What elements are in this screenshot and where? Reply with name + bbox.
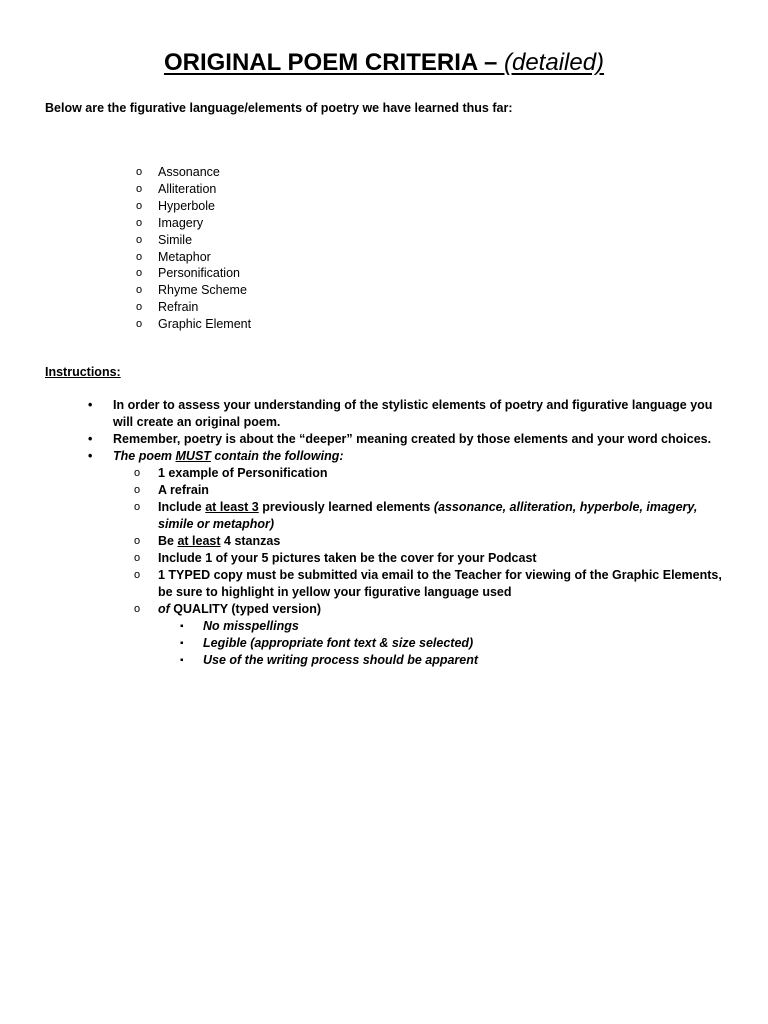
quality-text: No misspellings	[203, 619, 299, 633]
circle-bullet-icon: o	[136, 284, 143, 297]
instruction-text: Remember, poetry is about the “deeper” meaning created by those elements and your word choices.	[113, 432, 712, 446]
circle-bullet-icon: o	[136, 166, 143, 178]
req-post: 4 stanzas	[220, 534, 281, 548]
circle-bullet-icon: o	[136, 216, 143, 229]
circle-bullet-icon: o	[136, 318, 143, 331]
req-emphasis: at least	[177, 534, 221, 548]
list-item	[136, 164, 251, 181]
requirement-item	[88, 465, 728, 482]
requirement-text: A refrain	[158, 483, 209, 497]
list-item	[136, 232, 251, 249]
square-bullet-icon: ▪	[180, 638, 184, 649]
requirement-item	[88, 567, 728, 601]
circle-bullet-icon: o	[134, 603, 141, 615]
list-item-label: Personification	[158, 266, 240, 281]
list-item	[136, 249, 251, 266]
instruction-item	[88, 448, 728, 465]
requirement-text: 1 example of Personification	[158, 466, 328, 480]
circle-bullet-icon: o	[136, 199, 143, 212]
requirement-text: Include 1 of your 5 pictures taken be the cover for your Podcast	[158, 551, 537, 565]
must-post: contain the following:	[210, 449, 344, 463]
elements-list	[136, 164, 251, 333]
circle-bullet-icon: o	[136, 250, 143, 263]
list-item	[136, 181, 251, 198]
instruction-item	[88, 431, 728, 448]
list-item-label: Metaphor	[158, 249, 211, 264]
requirement-item	[88, 550, 728, 567]
bullet-icon: •	[88, 432, 93, 446]
requirement-item	[88, 601, 728, 618]
req-paren: (assonance, alliteration, hyperbole, imagery, simile or metaphor)	[158, 500, 698, 531]
requirement-text	[158, 534, 280, 548]
requirement-text	[158, 602, 321, 616]
title-main: ORIGINAL POEM CRITERIA –	[163, 49, 504, 76]
quality-item	[88, 635, 728, 652]
circle-bullet-icon: o	[136, 233, 143, 246]
list-item-label: Hyperbole	[158, 198, 215, 213]
list-item-label: Assonance	[158, 165, 220, 179]
list-item	[136, 265, 251, 282]
list-item-label: Imagery	[158, 215, 204, 230]
bullet-icon: •	[88, 398, 93, 412]
instructions-list	[88, 397, 728, 669]
instruction-text	[113, 449, 344, 463]
req-pre: Be	[158, 534, 178, 548]
title-detail: (detailed)	[503, 49, 605, 76]
requirement-item	[88, 533, 728, 550]
circle-bullet-icon: o	[134, 501, 141, 513]
list-item-label: Rhyme Scheme	[158, 283, 247, 298]
square-bullet-icon: ▪	[180, 655, 184, 666]
quality-text: Legible (appropriate font text & size selected)	[203, 636, 474, 650]
intro-text: Below are the figurative language/elements of poetry we have learned thus far:	[45, 101, 513, 115]
bullet-icon: •	[88, 449, 93, 463]
list-item	[136, 282, 251, 299]
circle-bullet-icon: o	[134, 484, 141, 496]
quality-text: Use of the writing process should be apparent	[203, 653, 479, 667]
circle-bullet-icon: o	[134, 552, 141, 564]
requirement-item	[88, 482, 728, 499]
circle-bullet-icon: o	[134, 467, 141, 479]
list-item-label: Alliteration	[158, 181, 217, 196]
list-item-label: Simile	[158, 232, 193, 247]
req-emphasis: at least 3	[205, 500, 259, 514]
list-item	[136, 299, 251, 316]
req-mid: previously learned elements	[258, 500, 434, 514]
list-item-label: Graphic Element	[158, 317, 252, 332]
req-post: QUALITY (typed version)	[169, 602, 321, 616]
circle-bullet-icon: o	[136, 301, 143, 314]
req-pre: of	[158, 602, 170, 616]
title-underline	[164, 49, 604, 76]
page-title	[0, 48, 768, 78]
quality-item	[88, 618, 728, 635]
circle-bullet-icon: o	[134, 569, 141, 581]
must-pre: The poem	[113, 449, 176, 463]
circle-bullet-icon: o	[136, 182, 143, 195]
circle-bullet-icon: o	[136, 267, 143, 280]
list-item	[136, 215, 251, 232]
list-item	[136, 198, 251, 215]
list-item	[136, 316, 251, 333]
requirement-text: 1 TYPED copy must be submitted via email to the Teacher for viewing of the Graphic Elements, be sure to highlight in yellow your figurative language used	[158, 568, 722, 599]
circle-bullet-icon: o	[134, 535, 141, 547]
must-emphasis: MUST	[175, 449, 211, 463]
instruction-item	[88, 397, 728, 431]
requirement-item	[88, 499, 728, 533]
quality-item	[88, 652, 728, 669]
requirement-text	[158, 500, 697, 531]
req-pre: Include	[158, 500, 206, 514]
instructions-heading: Instructions:	[45, 365, 121, 379]
instruction-text: In order to assess your understanding of the stylistic elements of poetry and figurative language you will create an original poem.	[113, 398, 713, 429]
square-bullet-icon: ▪	[180, 621, 184, 632]
list-item-label: Refrain	[158, 300, 199, 315]
